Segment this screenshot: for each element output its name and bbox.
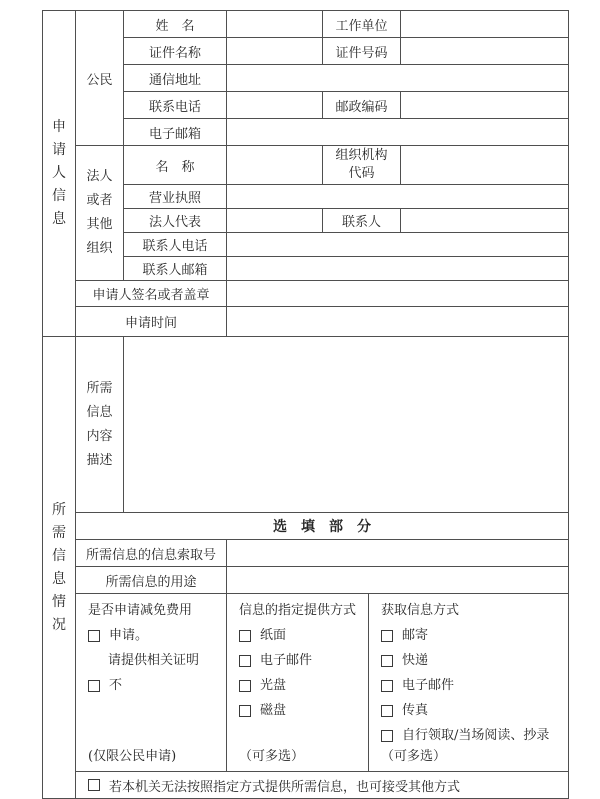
signature-label: 申请人签名或者盖章 — [76, 281, 227, 307]
provide-option-disk-label: 磁盘 — [260, 703, 287, 718]
cert-no-label: 证件号码 — [323, 38, 401, 65]
checkbox-provide-email[interactable] — [239, 655, 251, 667]
checkbox-obtain-self[interactable] — [381, 730, 393, 742]
name-label: 姓 名 — [124, 11, 227, 38]
cert-name-label: 证件名称 — [124, 38, 227, 65]
signature-value-cell[interactable] — [227, 281, 569, 307]
optional-section-title: 选填部分 — [76, 513, 569, 540]
provide-option-paper-label: 纸面 — [260, 628, 287, 643]
email-value-cell[interactable] — [227, 119, 569, 146]
obtain-option-mail-label: 邮寄 — [402, 628, 429, 643]
fee-footnote: (仅限公民申请) — [88, 749, 177, 764]
phone-label: 联系电话 — [124, 92, 227, 119]
fallback-method-label: 若本机关无法按照指定方式提供所需信息，也可接受其他方式 — [109, 779, 461, 795]
application-form — [42, 10, 569, 799]
obtain-option-express[interactable] — [381, 653, 564, 669]
fee-waiver-title: 是否申请减免费用 — [88, 603, 193, 618]
obtain-option-mail[interactable] — [381, 628, 564, 644]
postcode-label: 邮政编码 — [323, 92, 401, 119]
checkbox-fallback-method[interactable] — [88, 779, 100, 791]
address-value-cell[interactable] — [227, 65, 569, 92]
legal-group-label — [76, 146, 124, 281]
obtain-option-email-label: 电子邮件 — [402, 678, 455, 693]
provide-method-cell — [227, 594, 369, 772]
section-applicant-header-text: 申请人信息 — [52, 119, 66, 227]
obtain-method-title: 获取信息方式 — [381, 603, 460, 618]
fee-option-apply[interactable] — [88, 628, 222, 644]
index-number-label: 所需信息的信息索取号 — [76, 540, 227, 567]
org-name-value-cell[interactable] — [227, 146, 323, 185]
work-unit-value-cell[interactable] — [401, 11, 569, 38]
provide-option-cd-label: 光盘 — [260, 678, 287, 693]
postcode-value-cell[interactable] — [401, 92, 569, 119]
provide-option-email-label: 电子邮件 — [260, 653, 313, 668]
cert-no-value-cell[interactable] — [401, 38, 569, 65]
legal-rep-value-cell[interactable] — [227, 209, 323, 233]
apply-time-value-cell[interactable] — [227, 307, 569, 337]
checkbox-obtain-express[interactable] — [381, 655, 393, 667]
license-label: 营业执照 — [124, 185, 227, 209]
fallback-method-option[interactable] — [76, 776, 568, 795]
provide-method-title: 信息的指定提供方式 — [239, 603, 357, 618]
checkbox-obtain-email[interactable] — [381, 680, 393, 692]
license-value-cell[interactable] — [227, 185, 569, 209]
legal-group-label-text: 法人或者其他组织 — [86, 169, 113, 256]
section-applicant-header — [43, 11, 76, 337]
provide-footnote: （可多选） — [239, 749, 305, 764]
checkbox-obtain-fax[interactable] — [381, 705, 393, 717]
org-code-value-cell[interactable] — [401, 146, 569, 185]
fee-option-no-label: 不 — [109, 678, 123, 693]
work-unit-label: 工作单位 — [323, 11, 401, 38]
email-label: 电子邮箱 — [124, 119, 227, 146]
checkbox-obtain-mail[interactable] — [381, 630, 393, 642]
fee-apply-note: 请提供相关证明 — [108, 653, 200, 668]
org-code-label — [323, 146, 401, 185]
org-name-label: 名 称 — [124, 146, 227, 185]
checkbox-fee-no[interactable] — [88, 680, 100, 692]
citizen-group-label: 公民 — [76, 11, 124, 146]
description-content-area[interactable] — [124, 337, 569, 513]
address-label: 通信地址 — [124, 65, 227, 92]
section-needed-header — [43, 337, 76, 799]
checkbox-fee-apply[interactable] — [88, 630, 100, 642]
provide-option-paper[interactable] — [239, 628, 364, 644]
apply-time-label: 申请时间 — [76, 307, 227, 337]
phone-value-cell[interactable] — [227, 92, 323, 119]
contact-label: 联系人 — [323, 209, 401, 233]
provide-option-cd[interactable] — [239, 678, 364, 694]
org-code-label-text: 组织机构代码 — [335, 148, 388, 181]
checkbox-provide-paper[interactable] — [239, 630, 251, 642]
checkbox-provide-cd[interactable] — [239, 680, 251, 692]
fee-waiver-cell — [76, 594, 227, 772]
index-number-value-cell[interactable] — [227, 540, 569, 567]
section-needed-header-text: 所需信息情况 — [52, 501, 66, 633]
checkbox-provide-disk[interactable] — [239, 705, 251, 717]
form-table — [42, 10, 569, 799]
name-value-cell[interactable] — [227, 11, 323, 38]
description-label-text: 所需信息内容描述 — [86, 380, 113, 468]
fee-option-apply-label: 申请。 — [109, 628, 149, 643]
description-label — [76, 337, 124, 513]
obtain-option-fax-label: 传真 — [402, 703, 429, 718]
legal-rep-label: 法人代表 — [124, 209, 227, 233]
obtain-option-email[interactable] — [381, 678, 564, 694]
contact-email-label: 联系人邮箱 — [124, 257, 227, 281]
provide-option-disk[interactable] — [239, 703, 364, 719]
provide-option-email[interactable] — [239, 653, 364, 669]
fee-option-no[interactable] — [88, 678, 222, 694]
obtain-option-self-label: 自行领取/当场阅读、抄录 — [402, 728, 550, 743]
obtain-option-express-label: 快递 — [402, 653, 429, 668]
contact-value-cell[interactable] — [401, 209, 569, 233]
fallback-method-cell — [76, 772, 569, 799]
obtain-option-self[interactable] — [381, 728, 564, 744]
obtain-footnote: （可多选） — [381, 749, 447, 764]
obtain-option-fax[interactable] — [381, 703, 564, 719]
contact-email-value-cell[interactable] — [227, 257, 569, 281]
cert-name-value-cell[interactable] — [227, 38, 323, 65]
obtain-method-cell — [369, 594, 569, 772]
purpose-value-cell[interactable] — [227, 567, 569, 594]
contact-phone-label: 联系人电话 — [124, 233, 227, 257]
contact-phone-value-cell[interactable] — [227, 233, 569, 257]
purpose-label: 所需信息的用途 — [76, 567, 227, 594]
